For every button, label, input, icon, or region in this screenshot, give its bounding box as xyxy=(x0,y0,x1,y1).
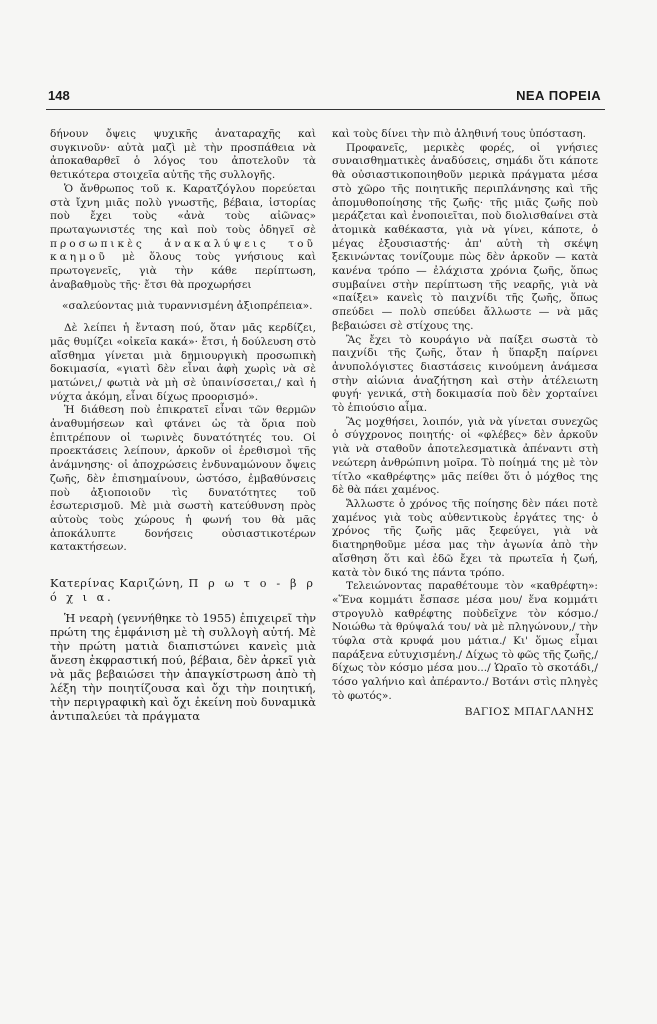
paragraph: Ἡ διάθεση ποὺ ἐπικρατεῖ εἶναι τῶν θερμῶν ἀναθυμήσεων καὶ φτάνει ὡς τὰ ὅρια ποὺ ἐπιτρέπουν οἱ τωρινὲς δυνατότητές του. Οἱ προεκτάσεις λείπουν, ἀρκοῦν οἱ ἐρεθισμοὶ τῆς ἀνάμνησης· οἱ ἀποχρώσεις ἐνδυναμώνουν ὄψεις ζωῆς, δὲν ἐπισημαίνουν, ὡστόσο, ἐμβαθύνσεις ποὺ ἀξιοποιοῦν τὶς δυνατότητες τοῦ ἐσωτερισμοῦ. Μὲ μιὰ σωστὴ κατεύθυνση πρὸς αὐτοὺς τοὺς χώρους ἡ φωνή του θὰ μᾶς ἀποκάλυπτε δονήσεις οὐσιαστικοτέρων κατακτήσεων. xyxy=(50,404,316,554)
page-number: 148 xyxy=(48,88,70,103)
paragraph: Ἡ νεαρὴ (γεννήθηκε τὸ 1955) ἐπιχειρεῖ τὴν πρώτη της ἐμφάνιση μὲ τὴ συλλογὴ αὐτή. Μὲ τὴν πρώτη ματιὰ διαπιστώνει κανεὶς μιὰ ἄνεση ἐκφραστική πού, βέβαια, δὲν ἀρκεῖ γιὰ νὰ μᾶς βεβαιώσει τὴν ἀπαγκίστρωση ἀπὸ τὴ λέξη τὴν ποιητίζουσα καὶ ὄχι τὴν ποιητική, τὴν περιγραφικὴ καὶ ὄχι ἐκείνη ποὺ δυναμικὰ ἀντιπαλεύει τὰ πράγματα xyxy=(50,610,316,723)
left-column xyxy=(50,128,316,723)
author-signature: ΒΑΓΙΟΣ ΜΠΑΓΛΑΝΗΣ xyxy=(464,705,594,718)
paragraph: Ἂς ἔχει τὸ κουράγιο νὰ παίξει σωστὰ τὸ παιχνίδι τῆς ζωῆς, ὅταν ἡ ὕπαρξη παίρνει ἀνυπολόγιστες διαστάσεις κινούμενη ἀνάμεσα στὴν αἰώνια ἀναζήτηση καὶ στὴν ἀτέλειωτη φυγή· γενικά, στὴ δοκιμασία ποὺ δὲν χορταίνει τὸ ἐπιούσιο αἷμα. xyxy=(332,333,598,415)
paragraph: Τελειώνοντας παραθέτουμε τὸν «καθρέφτη»: «Ἕνα κομμάτι ἔσπασε μέσα μου/ ἕνα κομμάτι στρογυλὸ καθρέφτης ποὺδεῖχνε τὸν κόσμο./ Νοιώθω τὰ θρύψαλά του/ νὰ μὲ πληγώνουν,/ τὴν τύφλα στὰ κρυφά μου μάτια./ Κι' ὅμως εἶμαι παράξενα εὐτυχισμένη./ Δίχως τὸ φῶς τῆς ζωῆς,/ δίχως τὸν κόσμο μέσα μου.../ Ὡραῖο τὸ σκοτάδι,/ τόσο γαλήνιο καὶ ἀπέραντο./ Βοτάνι στὶς πληγὲς τὸ φωτός». xyxy=(332,580,598,702)
spaced-emphasis: προσωπικὲς ἀνακαλύψεις τοῦ καημοῦ xyxy=(50,237,316,264)
paragraph xyxy=(50,183,316,293)
block-quote: «σαλεύοντας μιὰ τυραννισμένη ἀξιοπρέπεια». xyxy=(62,300,313,313)
paragraph: Δὲ λείπει ἡ ἔνταση πού, ὅταν μᾶς κερδίζει, μᾶς θυμίζει «οἰκεῖα κακά»· ἔτσι, ἡ δούλευση στὸ αἴσθημα γίνεται μιὰ δημιουργικὴ προσωπικὴ δοκιμασία, «γιατὶ δὲν εἶναι ἀφὴ χωρὶς νὰ σὲ ματώνει,/ φωτιὰ νὰ μὴ σὲ ὑπαινίσσεται,/ καὶ ἡ νύχτα ἀκόμη, εἶναι δίχως προορισμό». xyxy=(50,322,316,403)
header-rule xyxy=(46,109,605,110)
paragraph-text: Ὁ ἄνθρωπος τοῦ κ. Καρατζόγλου πορεύεται στὰ ἴχνη μιᾶς πολὺ γνωστῆς, βέβαια, ἱστορίας ποὺ ἔχει τοὺς «ἀνὰ τοὺς αἰῶνας» πρωταγωνιστές της καὶ ποὺ τοὺς ὁδηγεῖ σὲ xyxy=(50,182,316,236)
right-column xyxy=(332,128,598,723)
paragraph: δήνουν ὄψεις ψυχικῆς ἀναταραχῆς καὶ συγκινοῦν· αὐτὰ μαζὶ μὲ τὴν προσπάθεια νὰ ἀποκαθαρθεῖ ὁ λόγος του ἀποτελοῦν τὰ θετικότερα στοιχεῖα αὐτῆς τῆς συλλογῆς. xyxy=(50,128,316,182)
review-author: Κατερίνας Καριζώνη, xyxy=(50,577,184,591)
review-title: Π ρ ω τ ο - β ρ ό χ ι α. xyxy=(50,577,317,604)
paragraph: καὶ τοὺς δίνει τὴν πιὸ ἀληθινή τους ὑπόσταση. xyxy=(332,128,586,140)
paragraph: Προφανεῖς, μερικὲς φορές, οἱ γνήσιες συναισθηματικὲς ἀναδύσεις, σημάδι ὅτι κάποτε θὰ οὐσιαστικοποιηθοῦν μερικὰ πράγματα μέσα στὸ χῶρο τῆς ποιητικῆς περιπλάνησης καὶ τῆς ἀπομυθοποίησης τῆς ζωῆς· τῆς μιᾶς ζωῆς ποὺ μεράζεται καὶ ἐνοποιεῖται, ποὺ διολισθαίνει στὰ ἀτομικὰ καθέκαστα, γιὰ νὰ γίνει, κάποτε, ὁ μέγας ἐξουσιαστής· ἀπ' αὐτὴ τὴ σκέψη ξεκινώντας τονίζουμε πὼς δὲν ἀρκοῦν — κατὰ κανένα τρόπο — ἐλάχιστα χρόνια ζωῆς, ὅπως συμβαίνει στὴν περίπτωση τῆς νεαρῆς, γιὰ νὰ «παίξει» κανεὶς τὸ παιχνίδι τῆς ζωῆς, ὅπως σπεύδει — πολὺ σπεύδει ἄλλωστε — νὰ μᾶς βεβαιώσει σὲ στίχους της. xyxy=(332,141,598,332)
running-head: ΝΕΑ ΠΟΡΕΙΑ xyxy=(516,88,601,103)
paragraph-text: μὲ ὅλους τοὺς γνήσιους καὶ πρωτογενεῖς, γιὰ τὴν κάθε περίπτωση, ἀναβαθμοὺς τῆς· ἔτσι θὰ προχωρήσει xyxy=(50,251,316,291)
paragraph: Ἂς μοχθήσει, λοιπόν, γιὰ νὰ γίνεται συνεχῶς ὁ σύγχρονος ποιητής· οἱ «φλέβες» δὲν ἀρκοῦν γιὰ νὰ σταθοῦν ἀποτελεσματικὰ ἀπέναντι στὴ νεώτερη ἀνθρώπινη μοῖρα. Τὸ ποίημά της μὲ τὸν τίτλο «καθρέφτης» μᾶς πείθει ὅτι ὁ μόχθος της δὲ θὰ πάει χαμένος. xyxy=(332,415,598,497)
paragraph: Ἄλλωστε ὁ χρόνος τῆς ποίησης δὲν πάει ποτὲ χαμένος γιὰ τοὺς αὐθεντικοὺς ἐργάτες της· ὁ χρόνος τῆς ζωῆς μᾶς ξεφεύγει, γιὰ νὰ διατηρηθοῦμε μέσα μας τὴν ἀγωνία ἀπὸ τὴν αἴσθηση ὅτι καὶ ἐδῶ ἔχει τὰ πρωτεῖα ἡ ζωή, κατὰ τὸν δικό της πάντα τρόπο. xyxy=(332,497,598,579)
review-heading xyxy=(50,577,316,604)
